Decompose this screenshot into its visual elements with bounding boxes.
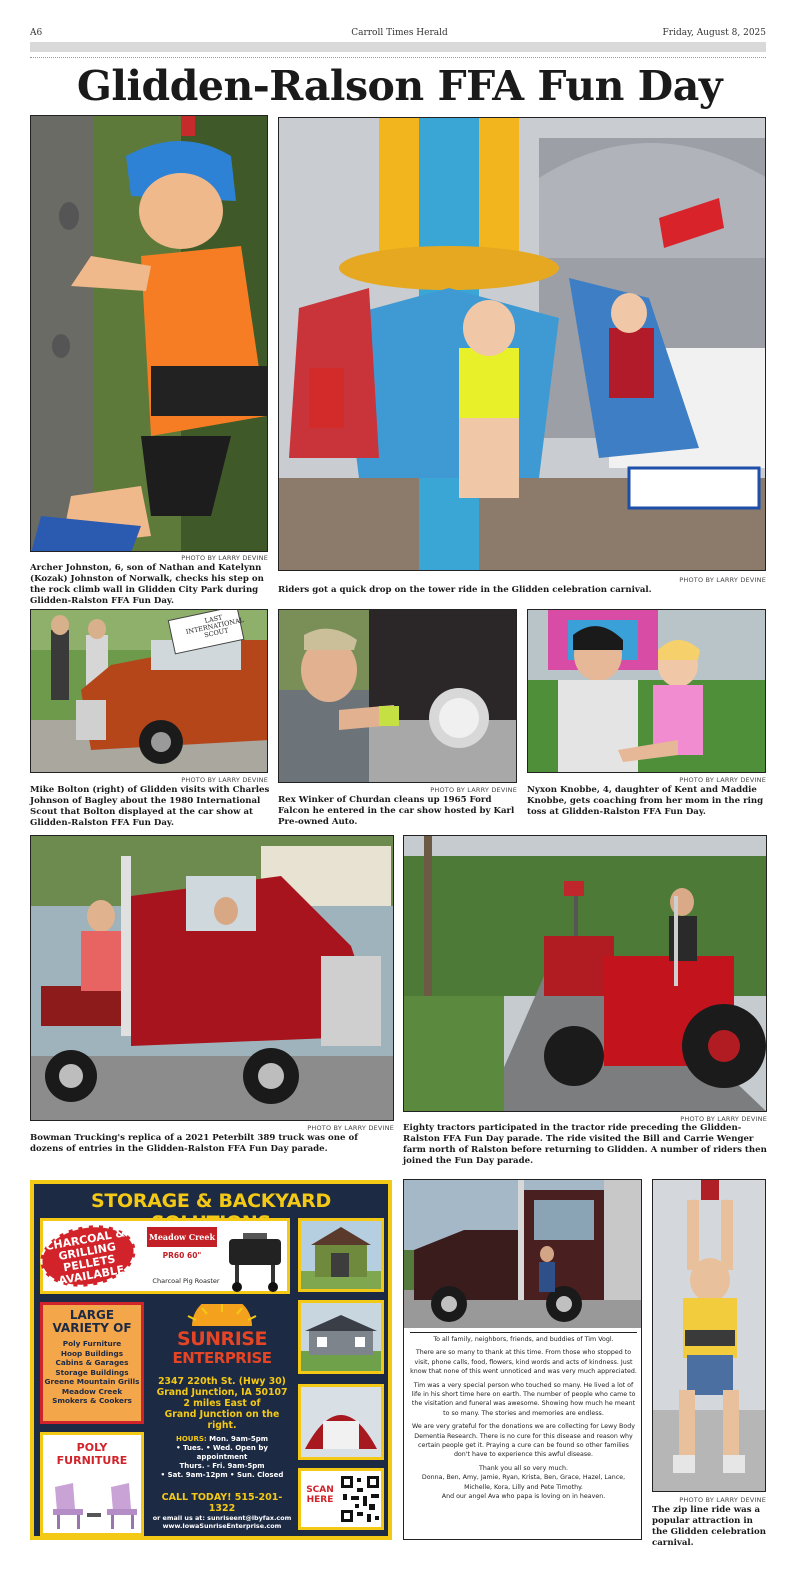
sunrise-sun-icon (152, 1304, 292, 1326)
variety-item: Storage Buildings (55, 1367, 129, 1377)
card-paragraph: Tim was a very special person who touched so many. He lived a lot of life in his short time here on earth. The number of people who came to the visitation and funeral was awesome. Showing how much he meant to so many. The stories and memories are endless. (411, 1381, 636, 1417)
zip-line-image (653, 1180, 766, 1492)
card-message (410, 1335, 637, 1502)
card-paragraph: There are so many to thank at this time. From those who stopped to visit, phone calls, food, flowers, kind words and acts of kindness. Just know that none of this went unnoticed and was very much appreciated. (410, 1349, 637, 1376)
grill-model: PR60 60" (162, 1251, 202, 1260)
address-line: Grand Junction, IA 50107 (156, 1387, 288, 1398)
photo-ring-toss (527, 609, 766, 773)
photo-credit: PHOTO BY LARRY DEVINE (181, 776, 268, 784)
shed-thumbnail (298, 1218, 384, 1292)
semi-truck-image (404, 1180, 641, 1328)
page-headline: Glidden-Ralson FFA Fun Day (76, 62, 723, 110)
gray-cabin-icon (301, 1303, 381, 1371)
photo-caption: The zip line ride was a popular attraction in the Glidden celebration carnival. (652, 1505, 767, 1548)
grill-brand-logo: Meadow Creek (147, 1227, 217, 1247)
rock-climb-image (31, 116, 268, 552)
photo-falcon (278, 609, 517, 783)
sunrise-enterprise-ad (30, 1180, 392, 1540)
card-divider (410, 1332, 637, 1333)
photo-tower-ride (278, 117, 766, 571)
hours-line: • Sat. 9am-12pm • Sun. Closed (160, 1471, 284, 1479)
header-divider (30, 57, 766, 58)
photo-credit: PHOTO BY LARRY DEVINE (679, 576, 766, 584)
issue-date: Friday, August 8, 2025 (662, 28, 766, 38)
sunrise-brand-block (152, 1304, 292, 1480)
peterbilt-image (31, 836, 394, 1121)
photo-caption: Archer Johnston, 6, son of Nathan and Katelynn (Kozak) Johnston of Norwalk, checks his step on the rock climb wall in Glidden City Park during Glidden-Ralston FFA Fun Day. (30, 563, 264, 606)
header-bar (30, 42, 766, 52)
ad-title: STORAGE & BACKYARD (90, 1190, 331, 1212)
scout-image (31, 610, 268, 773)
card-signatures: Donna, Ben, Amy, Jamie, Ryan, Krista, Ben, Grace, Hazel, Lance, Michelle, Kora, Lilly and Pete Timothy. (421, 1474, 626, 1491)
photo-credit: PHOTO BY LARRY DEVINE (307, 1124, 394, 1132)
photo-credit: PHOTO BY LARRY DEVINE (679, 1496, 766, 1504)
photo-credit: PHOTO BY LARRY DEVINE (181, 554, 268, 562)
poly-furniture-label: POLY FURNITURE (56, 1441, 128, 1467)
cabin-thumbnail (298, 1300, 384, 1374)
tractors-image (404, 836, 767, 1112)
card-closing: And our angel Ava who papa is loving on in heaven. (441, 1493, 606, 1501)
card-thanks: Thank you all so very much. (479, 1464, 568, 1472)
variety-item: Poly Furniture (62, 1339, 122, 1348)
variety-title: LARGE VARIETY OF (52, 1308, 132, 1335)
contact-block (152, 1492, 292, 1530)
hours-line: Mon. 9am-5pm (209, 1435, 268, 1443)
photo-caption: Mike Bolton (right) of Glidden visits with Charles Johnson of Bagley about the 1980 International Scout that Bolton displayed at the car show at Glidden-Ralston FFA Fun Day. (30, 785, 270, 828)
address-line: 2 miles East of (183, 1398, 261, 1409)
photo-caption: Riders got a quick drop on the tower ride in the Glidden celebration carnival. (278, 585, 652, 595)
photo-caption: Nyxon Knobbe, 4, daughter of Kent and Maddie Knobbe, gets coaching from her mom in the ring toss at Glidden-Ralston FFA Fun Day. (527, 785, 764, 817)
variety-item: Cabins & Garages (55, 1358, 129, 1367)
poly-furniture-panel (40, 1432, 144, 1536)
green-shed-icon (301, 1221, 381, 1289)
hours-line: Thurs. - Fri. 9am-5pm (179, 1462, 265, 1470)
photo-credit: PHOTO BY LARRY DEVINE (680, 1115, 767, 1123)
address-line: Grand Junction on the right. (164, 1409, 280, 1431)
photo-tractors (403, 835, 767, 1112)
card-greeting: To all family, neighbors, friends, and buddies of Tim Vogl. (433, 1336, 614, 1343)
variety-panel (40, 1302, 144, 1424)
scout-sign-text: LAST INTERNATIONAL SCOUT (185, 613, 245, 640)
photo-caption: Bowman Trucking's replica of a 2021 Peterbilt 389 truck was one of dozens of entries in the Glidden-Ralston FFA Fun Day parade. (30, 1133, 358, 1154)
variety-item: Meadow Creek Smokers & Cookers (52, 1386, 132, 1405)
photo-caption: Rex Winker of Churdan cleans up 1965 Ford Falcon he entered in the car show hosted by Karl Pre-owned Auto. (278, 795, 515, 827)
brand-name-top: SUNRISE (177, 1328, 267, 1350)
pig-roaster-icon (223, 1225, 287, 1293)
variety-item: Greene Mountain Grills (44, 1377, 140, 1386)
thank-you-card (403, 1179, 642, 1540)
charcoal-badge: CHARCOAL & GRILLING PELLETS AVAILABLE (36, 1218, 141, 1294)
newspaper-name: Carroll Times Herald (351, 28, 448, 38)
grill-description: Charcoal Pig Roaster (152, 1277, 220, 1285)
page-number: A6 (30, 28, 43, 38)
call-today: CALL TODAY! 515-201-1322 (161, 1492, 283, 1514)
hours-label: HOURS: (176, 1435, 207, 1443)
photo-credit: PHOTO BY LARRY DEVINE (679, 776, 766, 784)
falcon-image (279, 610, 517, 783)
hours-line: • Tues. • Wed. Open by appointment (176, 1444, 268, 1461)
card-paragraph: We are very grateful for the donations we are collecting for Lewy Body Dementia Research. There is no cure for this disease and reason why certain people get it. Praying a cure can be found so other families don't have to experience this awful disease. (412, 1423, 635, 1459)
email-line: or email us at: sunriseent@ibyfax.com (152, 1514, 292, 1522)
photo-scout (30, 609, 268, 773)
photo-peterbilt (30, 835, 394, 1121)
ring-toss-image (528, 610, 766, 773)
photo-rock-climb (30, 115, 268, 552)
photo-zip-line (652, 1179, 766, 1492)
qr-code-icon (339, 1474, 381, 1524)
address-line: 2347 220th St. (Hwy 30) (158, 1376, 286, 1387)
scan-here-label: SCAN HERE (306, 1485, 334, 1505)
brand-name-bottom: ENTERPRISE (172, 1349, 272, 1367)
photo-caption: Eighty tractors participated in the tractor ride preceding the Glidden-Ralston FFA Fun Day parade. The ride visited the Bill and Carrie Wenger farm north of Ralston before returning to Glidden. A number of riders then joined the Fun Day parade. (403, 1123, 767, 1166)
hoop-building-thumbnail (298, 1384, 384, 1460)
adirondack-chairs-icon (49, 1479, 137, 1531)
qr-panel[interactable] (298, 1468, 384, 1530)
hoop-building-icon (301, 1387, 381, 1457)
photo-credit: PHOTO BY LARRY DEVINE (430, 786, 517, 794)
website-line: www.IowaSunriseEnterprise.com (162, 1522, 282, 1530)
variety-item: Hoop Buildings (60, 1348, 124, 1358)
tower-ride-image (279, 118, 766, 571)
